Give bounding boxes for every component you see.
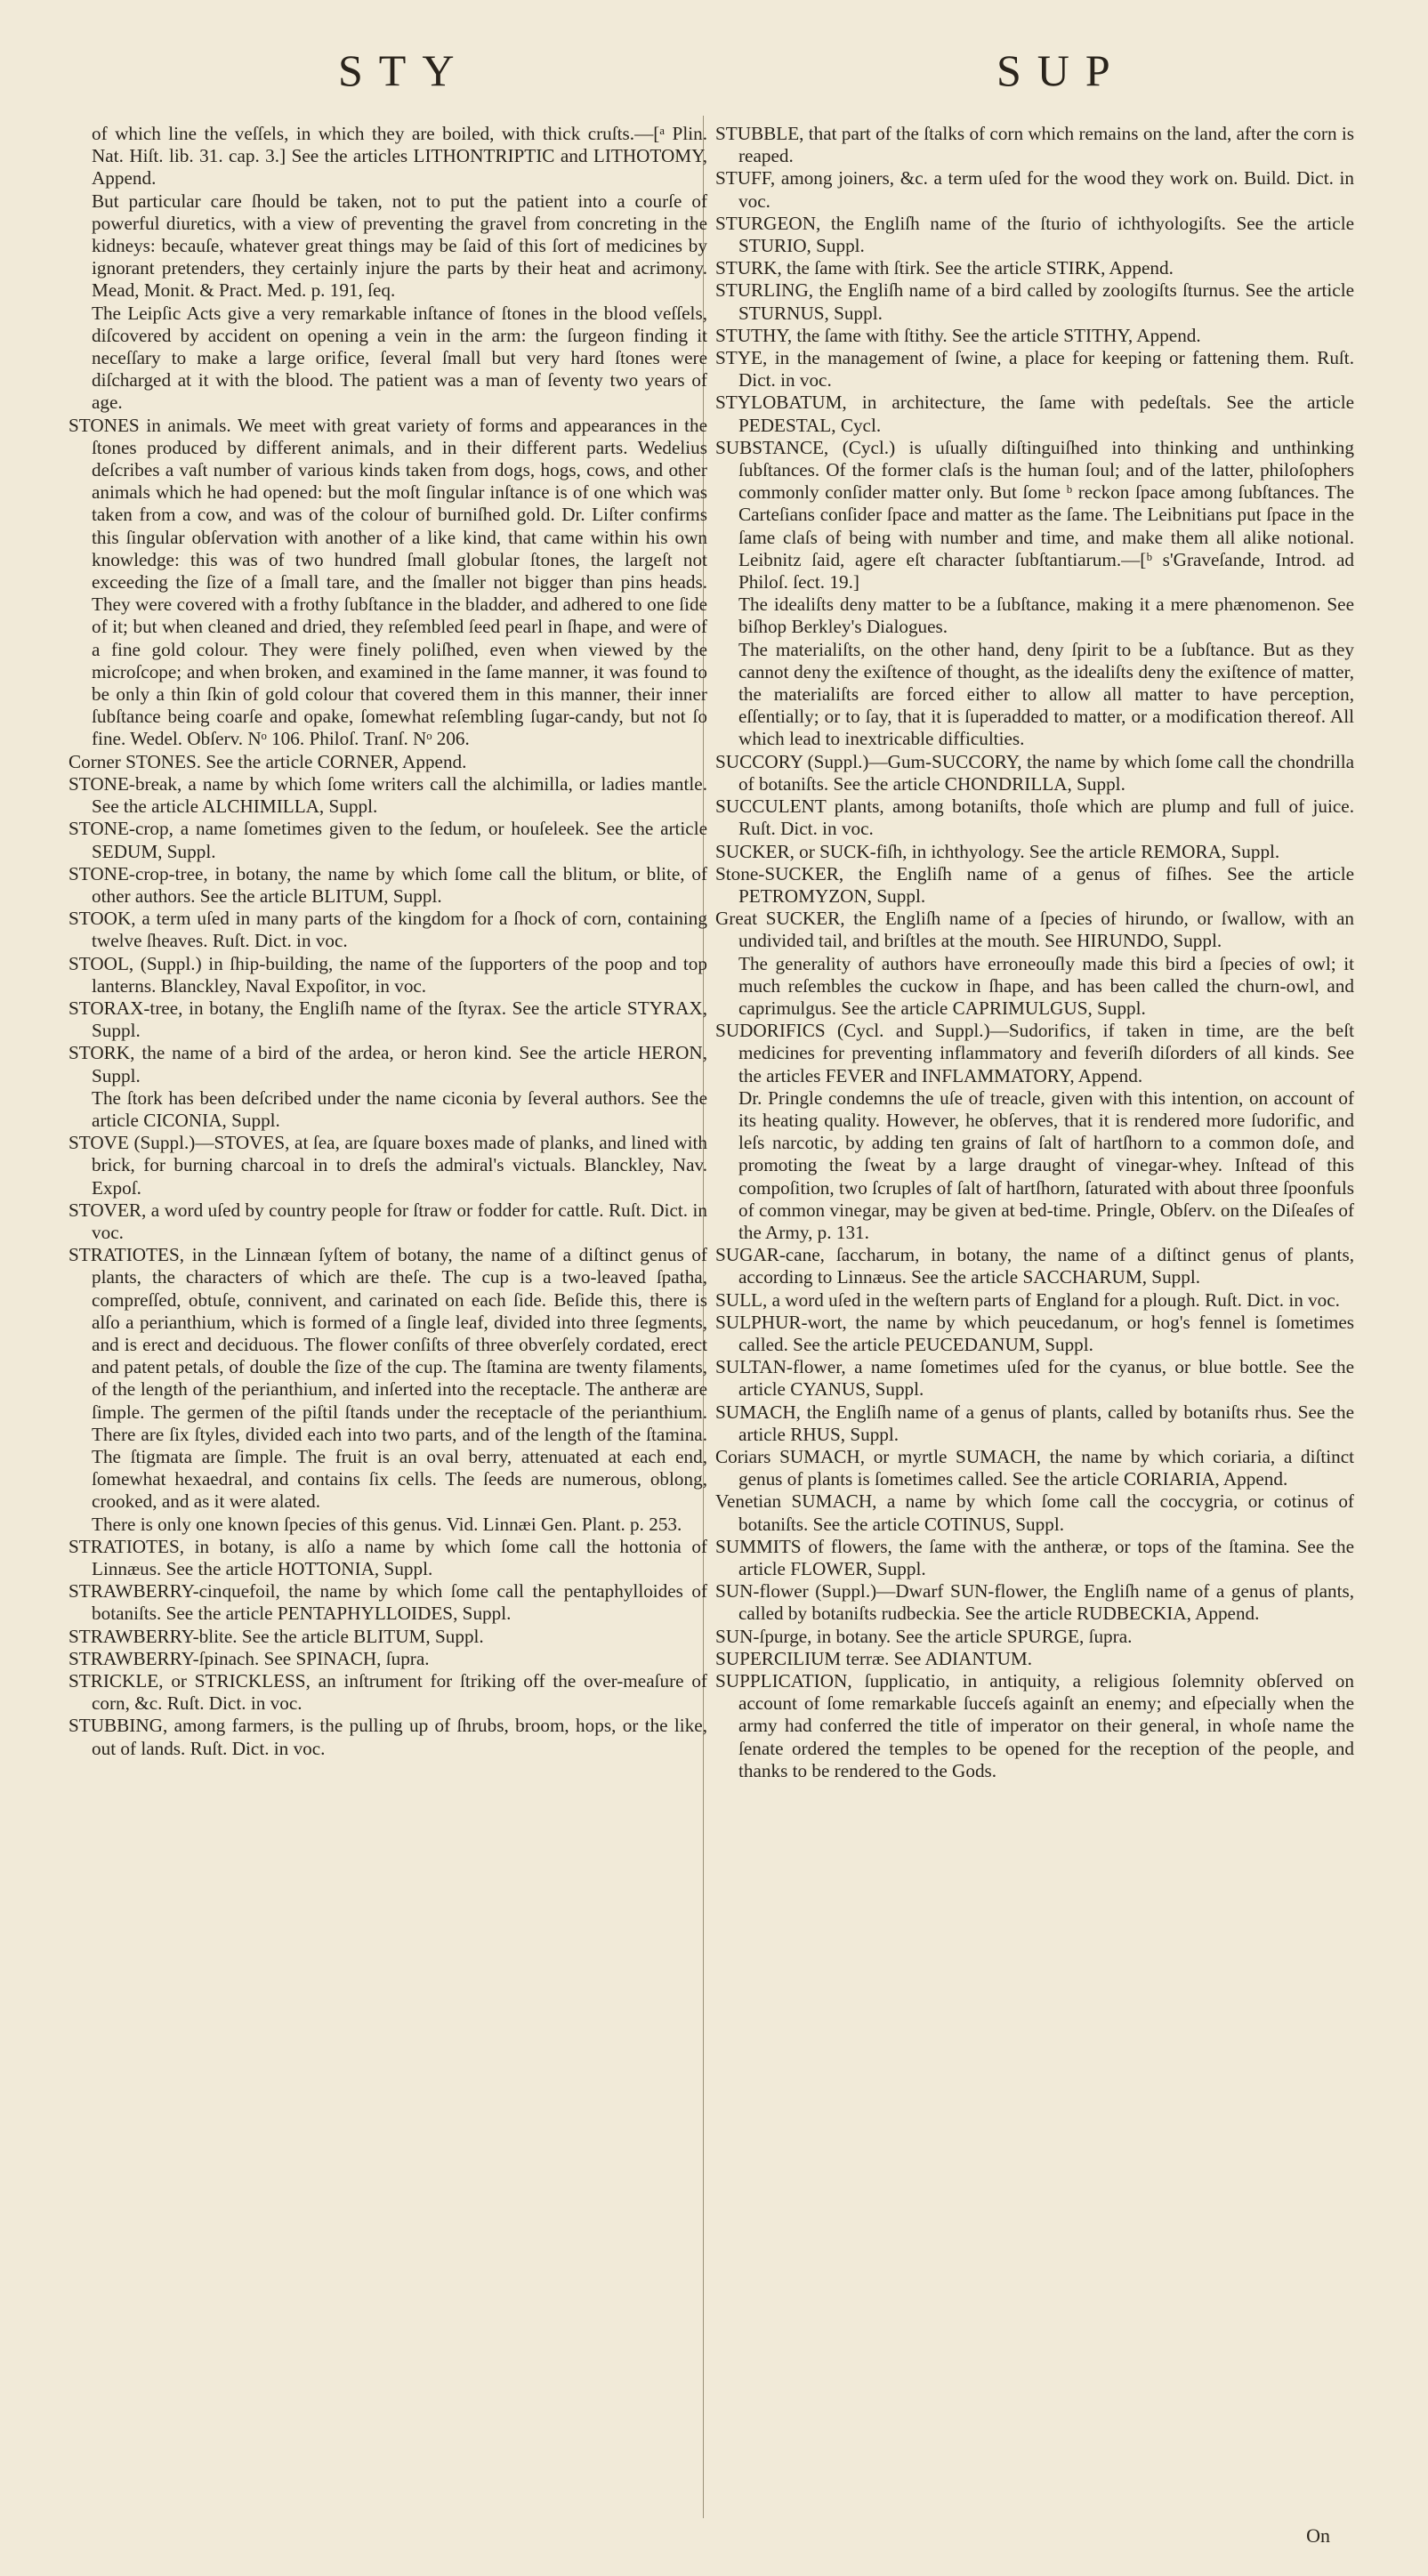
dictionary-entry: STUBBLE, that part of the ſtalks of corn which remains on the land, after the corn is reaped. — [715, 123, 1354, 167]
dictionary-entry: STUBBING, among farmers, is the pulling up of ſhrubs, broom, hops, or the like, out of lands. Ruſt. Dict. in voc. — [69, 1715, 707, 1759]
dictionary-entry: SULTAN-flower, a name ſometimes uſed for the cyanus, or blue bottle. See the article CYANUS, Suppl. — [715, 1356, 1354, 1401]
dictionary-entry: SUGAR-cane, ſaccharum, in botany, the name of a diſtinct genus of plants, according to Linnæus. See the article SACCHARUM, Suppl. — [715, 1244, 1354, 1288]
dictionary-entry: SUCKER, or SUCK-fiſh, in ichthyology. See the article REMORA, Suppl. — [715, 840, 1280, 862]
dictionary-entry: STONES in animals. We meet with great variety of forms and appearances in the ſtones produced by different animals, and in their different parts. Wedelius deſcribes a vaſt number of various kinds taken from dogs, hogs, cows, and other animals which he had opened: but the moſt ſingular inſtance is of one which was taken from a cow, and was of the colour of burniſhed gold. Dr. Liſter confirms this ſingular obſervation with another of a like kind, that came within his own knowledge: this was of two hundred ſmall globular ſtones, the largeſt not exceeding the ſize of a ſmall tare, and the ſmaller not bigger than pins heads. They were covered with a frothy ſubſtance in the bladder, and adhered to one ſide of it; but when cleaned and dried, they reſembled ſeed pearl in ſhape, and were of a fine gold colour. They were finely poliſhed, even when viewed by the microſcope; and when broken, and examined in the ſame manner, it was found to be only a thin ſkin of gold colour that covered them in this manner, their inner ſubſtance being coarſe and opake, ſomewhat reſembling ſugar-candy, but not ſo fine. Wedel. Obſerv. Nᵒ 106. Philoſ. Tranſ. Nᵒ 206. — [69, 414, 707, 750]
text-paragraph: The ſtork has been deſcribed under the name ciconia by ſeveral authors. See the article CICONIA, Suppl. — [92, 1086, 707, 1131]
dictionary-entry: STOVE (Suppl.)—STOVES, at ſea, are ſquare boxes made of planks, and lined with brick, for burning charcoal in to dreſs the admiral's victuals. Blanckley, Nav. Expoſ. — [69, 1132, 707, 1199]
text-paragraph: Dr. Pringle condemns the uſe of treacle, given with this intention, on account of its heating quality. However, he obſerves, that it is rendered more ſudorific, and leſs narcotic, by adding ten grains of ſalt of hartſhorn to a common doſe, and promoting the ſweat by a large draught of vinegar-whey. Inſtead of this compoſition, two ſcruples of ſalt of hartſhorn, ſaturated with about three ſpoonfuls of common vinegar, may be given at bed-time. Pringle, Obſerv. on the Diſeaſes of the Army, p. 131. — [738, 1086, 1354, 1243]
dictionary-entry: Great SUCKER, the Engliſh name of a ſpecies of hirundo, or ſwallow, with an undivided tail, and briſtles at the mouth. See HIRUNDO, Suppl. — [715, 908, 1354, 952]
text-paragraph: The idealiſts deny matter to be a ſubſtance, making it a mere phænomenon. See biſhop Berkley's Dialogues. — [738, 594, 1354, 638]
dictionary-entry: STOOL, (Suppl.) in ſhip-building, the name of the ſupporters of the poop and top lanterns. Blanckley, Naval Expoſitor, in voc. — [69, 952, 707, 997]
dictionary-entry: STONE-crop, a name ſometimes given to the ſedum, or houſeleek. See the article SEDUM, Suppl. — [69, 818, 707, 862]
dictionary-entry: Coriars SUMACH, or myrtle SUMACH, the name by which coriaria, a diſtinct genus of plants is ſometimes called. See the article CORIARIA, Append. — [715, 1445, 1354, 1490]
running-head-right: SUP — [996, 45, 1126, 95]
dictionary-entry: STOOK, a term uſed in many parts of the kingdom for a ſhock of corn, containing twelve ſheaves. Ruſt. Dict. in voc. — [69, 908, 707, 952]
text-paragraph: The materialiſts, on the other hand, deny ſpirit to be a ſubſtance. But as they cannot deny the exiſtence of thought, as the idealiſts deny the exiſtence of matter, the materialiſts are forced either to allow all matter to have perception, eſſentially; or to ſay, that it is ſuperadded to matter, or a modification thereof. All which lead to inextricable difficulties. — [738, 638, 1354, 750]
dictionary-entry: SUMMITS of flowers, the ſame with the antheræ, or tops of the ſtamina. See the article FLOWER, Suppl. — [715, 1535, 1354, 1579]
dictionary-entry: STUTHY, the ſame with ſtithy. See the article STITHY, Append. — [715, 324, 1201, 346]
dictionary-entry: STRAWBERRY-ſpinach. See SPINACH, ſupra. — [69, 1647, 430, 1669]
dictionary-entry: STYLOBATUM, in architecture, the ſame with pedeſtals. See the article PEDESTAL, Cycl. — [715, 392, 1354, 436]
right-column — [715, 123, 1354, 1782]
dictionary-entry: STURLING, the Engliſh name of a bird called by zoologiſts ſturnus. See the article STURNUS, Suppl. — [715, 279, 1354, 324]
dictionary-entry: SUN-ſpurge, in botany. See the article SPURGE, ſupra. — [715, 1625, 1133, 1647]
text-paragraph: But particular care ſhould be taken, not to put the patient into a courſe of powerful diuretics, with a view of preventing the gravel from concreting in the kidneys: becauſe, whatever great things may be ſaid of this ſort of medicines by ignorant pretenders, they certainly injure the parts by their heat and acrimony. Mead, Monit. & Pract. Med. p. 191, ſeq. — [92, 190, 707, 302]
dictionary-entry: STOVER, a word uſed by country people for ſtraw or fodder for cattle. Ruſt. Dict. in voc. — [69, 1199, 707, 1243]
dictionary-entry: STRAWBERRY-cinquefoil, the name by which ſome call the pentaphylloides of botaniſts. See the article PENTAPHYLLOIDES, Suppl. — [69, 1580, 707, 1625]
running-head-left: STY — [338, 45, 471, 95]
dictionary-entry: STORK, the name of a bird of the ardea, or heron kind. See the article HERON, Suppl. — [69, 1042, 707, 1086]
dictionary-entry: STONE-crop-tree, in botany, the name by which ſome call the blitum, or blite, of other authors. See the article BLITUM, Suppl. — [69, 862, 707, 907]
dictionary-entry: Venetian SUMACH, a name by which ſome call the coccygria, or cotinus of botaniſts. See the article COTINUS, Suppl. — [715, 1490, 1354, 1535]
dictionary-entry: SULPHUR-wort, the name by which peucedanum, or hog's fennel is ſometimes called. See the article PEUCEDANUM, Suppl. — [715, 1311, 1354, 1355]
dictionary-entry: STURK, the ſame with ſtirk. See the article STIRK, Append. — [715, 257, 1174, 279]
dictionary-entry: SUMACH, the Engliſh name of a genus of plants, called by botaniſts rhus. See the article RHUS, Suppl. — [715, 1401, 1354, 1445]
dictionary-entry: STORAX-tree, in botany, the Engliſh name of the ſtyrax. See the article STYRAX, Suppl. — [69, 997, 707, 1042]
dictionary-entry: SUPERCILIUM terræ. See ADIANTUM. — [715, 1647, 1033, 1669]
dictionary-entry: Stone-SUCKER, the Engliſh name of a genus of fiſhes. See the article PETROMYZON, Suppl. — [715, 862, 1354, 907]
dictionary-entry: STRICKLE, or STRICKLESS, an inſtrument for ſtriking off the over-meaſure of corn, &c. Ruſt. Dict. in voc. — [69, 1670, 707, 1715]
left-column — [69, 123, 707, 1760]
dictionary-entry: SUN-flower (Suppl.)—Dwarf SUN-flower, the Engliſh name of a genus of plants, called by botaniſts rudbeckia. See the article RUDBECKIA, Append. — [715, 1580, 1354, 1625]
text-paragraph: of which line the veſſels, in which they are boiled, with thick cruſts.—[ᵃ Plin. Nat. Hiſt. lib. 31. cap. 3.] See the articles LITHONTRIPTIC and LITHOTOMY, Append. — [92, 123, 707, 190]
text-paragraph: There is only one known ſpecies of this genus. Vid. Linnæi Gen. Plant. p. 253. — [92, 1513, 682, 1535]
dictionary-entry: Corner STONES. See the article CORNER, Append. — [69, 750, 467, 772]
dictionary-entry: SUBSTANCE, (Cycl.) is uſually diſtinguiſhed into thinking and unthinking ſubſtances. Of the former claſs is the human ſoul; and of the latter, philoſophers commonly conſider matter only. But ſome ᵇ reckon ſpace among ſubſtances. The Carteſians conſider ſpace and matter as the ſame. The Leibnitians put ſpace in the ſame claſs of being with number and time, and make them all alike notional. Leibnitz ſaid, agere eſt character ſubſtantiarum.—[ᵇ s'Graveſande, Introd. ad Philoſ. ſect. 19.] — [715, 436, 1354, 594]
dictionary-entry: STRAWBERRY-blite. See the article BLITUM, Suppl. — [69, 1625, 484, 1647]
text-paragraph: The Leipſic Acts give a very remarkable inſtance of ſtones in the blood veſſels, diſcovered by accident on opening a vein in the arm: the ſurgeon finding it neceſſary to make a large orifice, ſeveral ſmall but very hard ſtones were diſcharged at it with the blood. The patient was a man of ſeventy two years of age. — [92, 302, 707, 414]
catchword: On — [1306, 2524, 1330, 2547]
dictionary-entry: SUCCULENT plants, among botaniſts, thoſe which are plump and full of juice. Ruſt. Dict. in voc. — [715, 795, 1354, 840]
dictionary-entry: STURGEON, the Engliſh name of the ſturio of ichthyologiſts. See the article STURIO, Suppl. — [715, 212, 1354, 257]
dictionary-entry: STRATIOTES, in the Linnæan ſyſtem of botany, the name of a diſtinct genus of plants, the characters of which are theſe. The cup is a two-leaved ſpatha, compreſſed, obtuſe, connivent, and carinated on each ſide. Beſide this, there is alſo a perianthium, which is formed of a ſingle leaf, divided into three ſegments, and is erect and deciduous. The flower conſiſts of three obverſely cordated, erect and patent petals, of double the ſize of the cup. The ſtamina are twenty filaments, of the length of the perianthium, and inſerted into the receptacle. The antheræ are ſimple. The germen of the piſtil ſtands under the receptacle of the perianthium. There are ſix ſtyles, divided each into two parts, and of the length of the ſtamina. The ſtigmata are ſimple. The fruit is an oval berry, attenuated at each end, ſomewhat hexaedral, and contains ſix cells. The ſeeds are numerous, oblong, crooked, and as it were alated. — [69, 1244, 707, 1513]
text-paragraph: The generality of authors have erroneouſly made this bird a ſpecies of owl; it much reſembles the cuckow in ſhape, and has been called the churn-owl, and caprimulgus. See the article CAPRIMULGUS, Suppl. — [738, 952, 1354, 1019]
dictionary-entry: STRATIOTES, in botany, is alſo a name by which ſome call the hottonia of Linnæus. See the article HOTTONIA, Suppl. — [69, 1535, 707, 1579]
dictionary-entry: SUCCORY (Suppl.)—Gum-SUCCORY, the name by which ſome call the chondrilla of botaniſts. See the article CHONDRILLA, Suppl. — [715, 750, 1354, 795]
dictionary-entry: SUDORIFICS (Cycl. and Suppl.)—Sudorifics, if taken in time, are the beſt medicines for preventing inflammatory and feveriſh diſorders of all kinds. See the articles FEVER and INFLAMMATORY, Append. — [715, 1020, 1354, 1086]
dictionary-entry: STYE, in the management of ſwine, a place for keeping or fattening them. Ruſt. Dict. in voc. — [715, 347, 1354, 392]
dictionary-entry: SULL, a word uſed in the weſtern parts of England for a plough. Ruſt. Dict. in voc. — [715, 1288, 1340, 1311]
dictionary-entry: SUPPLICATION, ſupplicatio, in antiquity, a religious ſolemnity obſerved on account of ſome remarkable ſucceſs againſt an enemy; and eſpecially when the army had conferred the title of imperator on their general, in whoſe name the ſenate ordered the temples to be opened for the reception of the people, and thanks to be rendered to the Gods. — [715, 1670, 1354, 1781]
dictionary-entry: STONE-break, a name by which ſome writers call the alchimilla, or ladies mantle. See the article ALCHIMILLA, Suppl. — [69, 772, 707, 818]
dictionary-entry: STUFF, among joiners, &c. a term uſed for the wood they work on. Build. Dict. in voc. — [715, 167, 1354, 212]
